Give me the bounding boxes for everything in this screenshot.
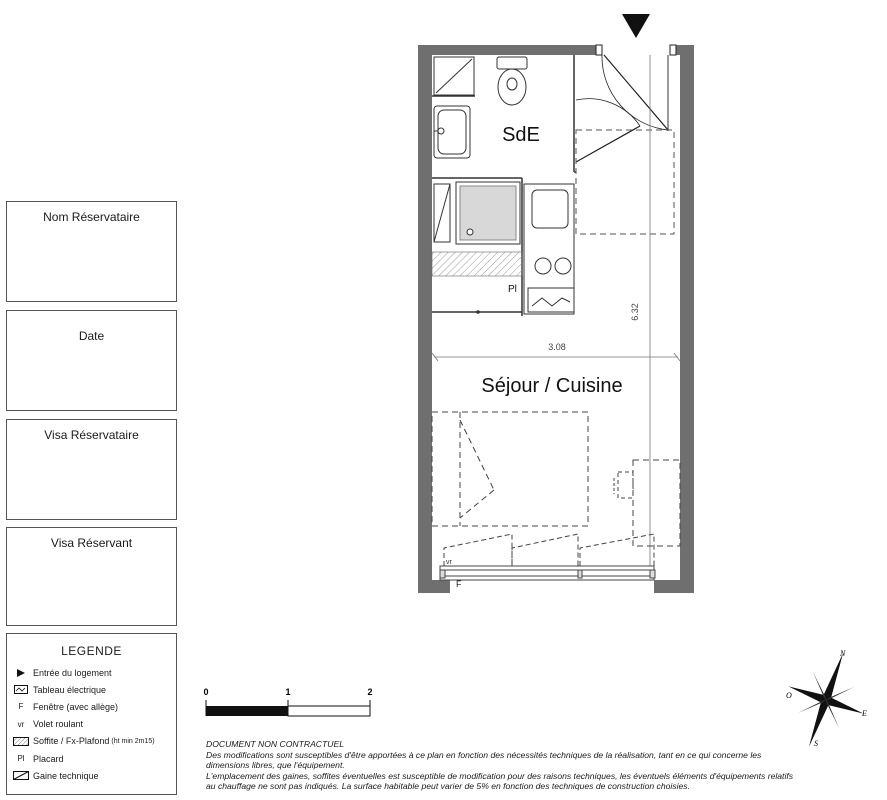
soffit-strip bbox=[432, 252, 522, 276]
technical-shaft bbox=[434, 184, 450, 242]
partition-point bbox=[476, 310, 480, 314]
shutter-symbol: vr bbox=[17, 719, 25, 729]
closet-dashed bbox=[576, 130, 674, 234]
nom-reservataire-label: Nom Réservataire bbox=[43, 210, 140, 224]
compass-s: S bbox=[814, 739, 818, 748]
legend-label: Fenêtre (avec allège) bbox=[33, 701, 119, 712]
legend-label: Entrée du logement bbox=[33, 667, 112, 678]
desk bbox=[614, 460, 680, 546]
legend-note: (ht min 2m15) bbox=[111, 737, 155, 745]
visa-reservataire-label: Visa Réservataire bbox=[44, 428, 139, 442]
placard-symbol: Pl bbox=[17, 754, 25, 764]
toilet bbox=[497, 57, 527, 105]
dimension-width bbox=[432, 353, 680, 361]
window-symbol: F bbox=[18, 702, 24, 712]
legend-label: Tableau électrique bbox=[33, 684, 107, 695]
scale-tick-2: 2 bbox=[367, 687, 373, 697]
disclaimer-line: L'emplacement des gaines, soffites éventuelles est susceptible de modification pour des raisons techniques, les éventuels éléments d'équipements relatifs bbox=[206, 770, 794, 781]
disclaimer bbox=[206, 739, 886, 792]
bathroom-sink bbox=[434, 106, 470, 158]
legend-label: Soffite / Fx-Plafond bbox=[33, 736, 110, 747]
legend-label: Placard bbox=[33, 753, 64, 764]
entry-door bbox=[596, 45, 676, 130]
shower-tray bbox=[456, 182, 520, 244]
disclaimer-line: dimensions libres, que l'équipement. bbox=[206, 760, 345, 771]
disclaimer-line: au chauffage ne sont pas indiqués. La surface habitable peut varier de 5% en fonction des techniques de construction choisies. bbox=[206, 781, 690, 792]
dimension-height-label: 6.32 bbox=[630, 303, 640, 321]
shower-top bbox=[434, 57, 474, 95]
bed bbox=[432, 412, 588, 526]
legend-title: LEGENDE bbox=[61, 644, 122, 658]
disclaimer-title: DOCUMENT NON CONTRACTUEL bbox=[206, 739, 344, 749]
scale-tick-0: 0 bbox=[203, 687, 209, 697]
volet-roulant-label: vr bbox=[446, 559, 452, 566]
date-label: Date bbox=[78, 329, 105, 343]
dimension-width-label: 3.08 bbox=[548, 342, 566, 352]
compass-e: E bbox=[862, 709, 867, 718]
compass-n: N bbox=[840, 649, 846, 658]
room-label-sejour: Séjour / Cuisine bbox=[481, 375, 623, 397]
window-casements bbox=[444, 534, 654, 566]
room-label-sde: SdE bbox=[502, 124, 540, 146]
scale-tick-1: 1 bbox=[285, 687, 291, 697]
scale-bar bbox=[206, 700, 370, 716]
compass-o: O bbox=[786, 691, 792, 700]
placard-label: Pl bbox=[508, 284, 517, 295]
electrical-panel-icon bbox=[528, 288, 574, 312]
legend-label: Volet roulant bbox=[33, 719, 84, 730]
window-frame bbox=[440, 566, 655, 580]
disclaimer-line: Des modifications sont susceptibles d'être apportées à ce plan en fonction des nécessités techniques de la réalisation, tant en ce qui concerne les bbox=[206, 749, 762, 760]
visa-reservant-label: Visa Réservant bbox=[50, 536, 133, 550]
legend-label: Gaine technique bbox=[33, 770, 99, 781]
entry-triangle-icon bbox=[622, 14, 650, 38]
fenetre-label: F bbox=[456, 579, 462, 589]
